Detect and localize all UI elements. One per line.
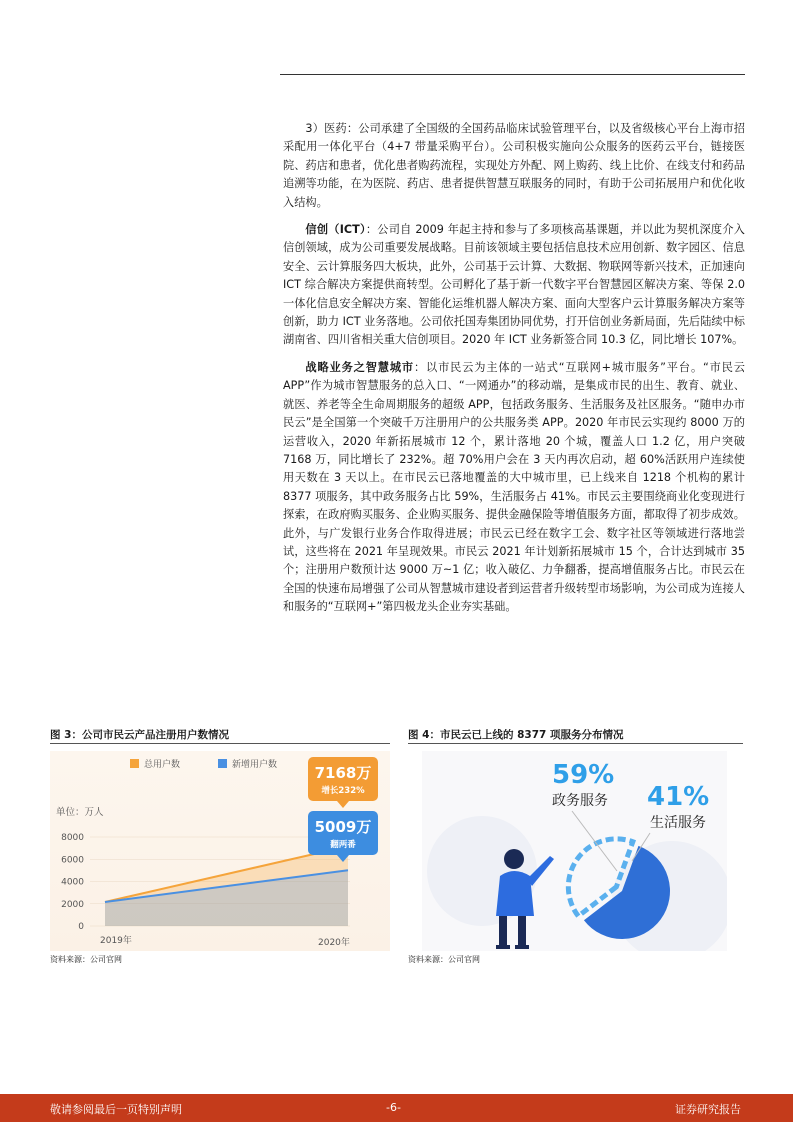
- smart-city-lead: 战略业务之智慧城市: [305, 360, 414, 374]
- ict-lead: 信创（ICT）: [305, 223, 366, 237]
- smart-city-text: ：以市民云为主体的一站式“互联网+城市服务”平台。“市民云 APP”作为城市智慧服务的总入口、“一网通办”的移动端，是集成市民的出生、教育、就业、就医、养老等全生命周期服务的超级 APP，包括政务服务、生活服务及社区服务。“随申办市民云”是全国第一个突破千万注册用户的公共服务类 APP。2020 年市民云实现约 8000 万的运营收入，2020 年新拓展城市 12 个，累计落地 20 个城，覆盖人口 1.2 亿，用户突破 7168 万，同比增长了 232%。超 70%用户会在 3 天内再次启动，超 60%活跃用户连续使用天数在 3 天以上。在市民云已落地覆盖的大中城市里，已上线来自 1218 个机构的累计 8377 项服务，其中政务服务占比 59%，生活服务占 41%。市民云主要围绕商业化变现进行探索，在政府购买服务、企业购买服务、提供金融保险等增值服务方面，都取得了初步成效。此外，与广发银行业务合作取得进展；市民云已经在数字工会、数字社区等领域进行落地尝试，这些将在 2021 年呈现效果。市民云 2021 年计划新拓展城市 15 个，合计达到城市 35 个；注册用户数预计达 9000 万~1 亿；收入破亿、力争翻番，提高增值服务占比。市民云在全国的快速布局增强了公司从智慧城市建设者到运营者升级转型市场影响，为公司成为连接人和服务的“互联网+”第四极龙头企业夯实基础。: [283, 360, 745, 614]
- y-tick-label: 0: [78, 922, 84, 932]
- x-tick-2020: 2020年: [318, 938, 350, 948]
- page-footer: [0, 1094, 793, 1122]
- figure4-source: 资料来源：公司官网: [408, 955, 480, 964]
- figure3-title: 图 3：公司市民云产品注册用户数情况: [50, 729, 229, 741]
- legend-swatch-total: [130, 759, 139, 768]
- callout-total-value: 7168万: [314, 764, 372, 782]
- footer-page-number: -6-: [386, 1101, 401, 1114]
- y-tick-label: 6000: [61, 855, 84, 866]
- callout-total-sub: 增长232%: [321, 786, 365, 796]
- figure3-rule: [50, 743, 390, 744]
- paragraph-pharma: 3）医药：公司承建了全国级的全国药品临床试验管理平台，以及省级核心平台上海市招采配用一体化平台（4+7 带量采购平台）。公司积极实施向公众服务的医药云平台，链接医院、药店和患者，优化患者购药流程，实现处方外配、网上购药、线上比价、在线支付和药品追溯等功能，在为医院、药店、患者提供智慧互联服务的同时，有助于公司拓展用户和优化收入结构。: [283, 122, 745, 209]
- paragraph-smart-city: [283, 359, 745, 617]
- x-tick-2019: 2019年: [100, 936, 132, 946]
- callout-new-sub: 翻两番: [330, 840, 356, 850]
- figure3-source: 资料来源：公司官网: [50, 955, 122, 964]
- footer-report-type: 证券研究报告: [675, 1103, 741, 1116]
- figure4-title: 图 4：市民云已上线的 8377 项服务分布情况: [408, 729, 624, 741]
- y-axis-unit: 单位：万人: [56, 807, 104, 818]
- pie-label-life-name: 生活服务: [650, 815, 706, 831]
- article-body: [283, 120, 745, 626]
- pie-label-gov-value: 59%: [552, 760, 615, 790]
- pie-label-gov-name: 政务服务: [552, 793, 608, 809]
- pie-label-life-value: 41%: [647, 782, 710, 812]
- service-distribution-chart: [422, 751, 727, 951]
- figure4-rule: [408, 743, 743, 744]
- legend-swatch-new: [218, 759, 227, 768]
- y-tick-label: 8000: [61, 833, 84, 843]
- y-tick-label: 2000: [61, 899, 84, 910]
- paragraph-ict: [283, 221, 745, 350]
- callout-total-pointer: [337, 801, 349, 808]
- header-rule: [280, 74, 745, 75]
- legend-label-total: 总用户数: [144, 760, 181, 770]
- footer-disclaimer: 敬请参阅最后一页特别声明: [50, 1103, 182, 1116]
- y-tick-label: 4000: [61, 877, 84, 888]
- figure4-chart: [422, 751, 727, 951]
- figure3-chart: [50, 751, 390, 951]
- user-count-chart: [50, 751, 390, 951]
- legend-label-new: 新增用户数: [232, 760, 278, 770]
- callout-new-value: 5009万: [314, 818, 372, 836]
- ict-text: ：公司自 2009 年起主持和参与了多项核高基课题，并以此为契机深度介入信创领域，成为公司重要发展战略。目前该领域主要包括信息技术应用创新、数字园区、信息安全、云计算服务四大板块，此外，公司基于云计算、大数据、物联网等新兴技术，正加速向 ICT 综合解决方案提供商转型。公司孵化了基于新一代数字平台智慧园区解决方案、等保 2.0 一体化信息安全解决方案、智能化运维机器人解决方案、面向大型客户云计算服务解决方案等创新，助力 ICT 业务落地。公司依托国寿集团协同优势，打开信创业务新局面，先后陆续中标湖南省、四川省相关重大信创项目。2020 年 ICT 业务新签合同 10.3 亿，同比增长 107%。: [283, 223, 745, 347]
